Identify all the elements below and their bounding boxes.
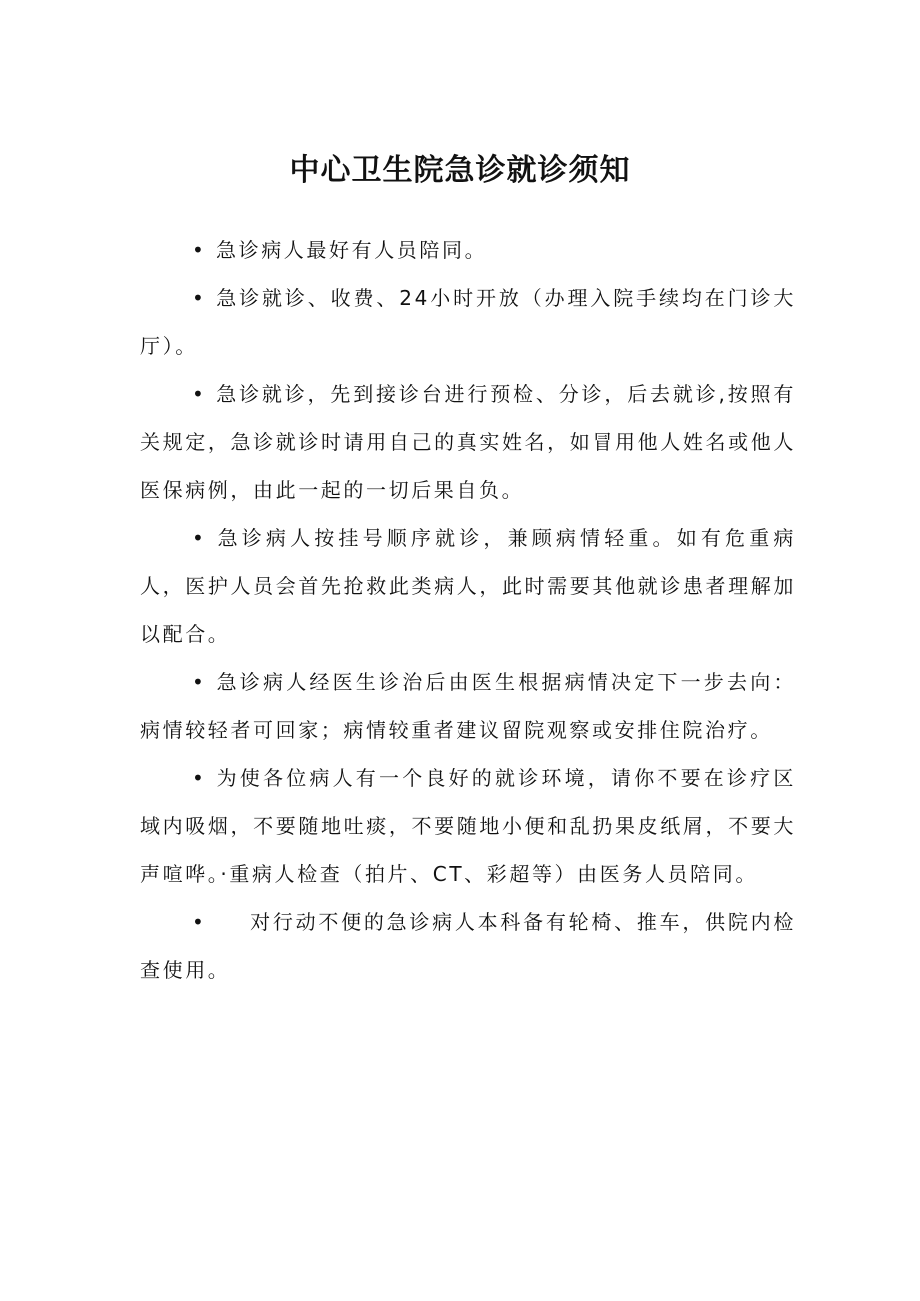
- notice-text: 急诊就诊、收费、24小时开放（办理入院手续均在门诊大厅）。: [140, 286, 796, 358]
- notice-text: 为使各位病人有一个良好的就诊环境，请你不要在诊疗区域内吸烟，不要随地吐痰，不要随地小便和乱扔果皮纸屑，不要大声喧哗。·重病人检查（拍片、CT、彩超等）由医务人员陪同。: [140, 766, 796, 886]
- notice-text: 急诊就诊，先到接诊台进行预检、分诊，后去就诊,按照有关规定，急诊就诊时请用自己的真实姓名，如冒用他人姓名或他人医保病例，由此一起的一切后果自负。: [140, 382, 796, 502]
- notice-item-1: [140, 226, 796, 274]
- notice-item-7: [140, 898, 796, 994]
- bullet-icon: •: [192, 670, 207, 694]
- bullet-icon: •: [192, 238, 207, 262]
- bullet-icon: •: [192, 286, 207, 310]
- notice-text: 急诊病人经医生诊治后由医生根据病情决定下一步去向：病情较轻者可回家；病情较重者建议留院观察或安排住院治疗。: [140, 670, 796, 742]
- notice-item-6: [140, 754, 796, 898]
- notice-text: 急诊病人最好有人员陪同。: [216, 238, 488, 262]
- notice-item-2: [140, 274, 796, 370]
- notice-text: 对行动不便的急诊病人本科备有轮椅、推车，供院内检查使用。: [140, 910, 796, 982]
- notice-item-4: [140, 514, 796, 658]
- bullet-icon: •: [192, 766, 207, 790]
- notice-item-5: [140, 658, 796, 754]
- notice-item-3: [140, 370, 796, 514]
- bullet-icon: •: [192, 910, 207, 934]
- document-body: [140, 226, 796, 994]
- bullet-icon: •: [192, 382, 207, 406]
- notice-text: 急诊病人按挂号顺序就诊，兼顾病情轻重。如有危重病人，医护人员会首先抢救此类病人，此时需要其他就诊患者理解加以配合。: [140, 526, 796, 646]
- bullet-icon: •: [192, 526, 207, 550]
- document-title: 中心卫生院急诊就诊须知: [289, 153, 631, 188]
